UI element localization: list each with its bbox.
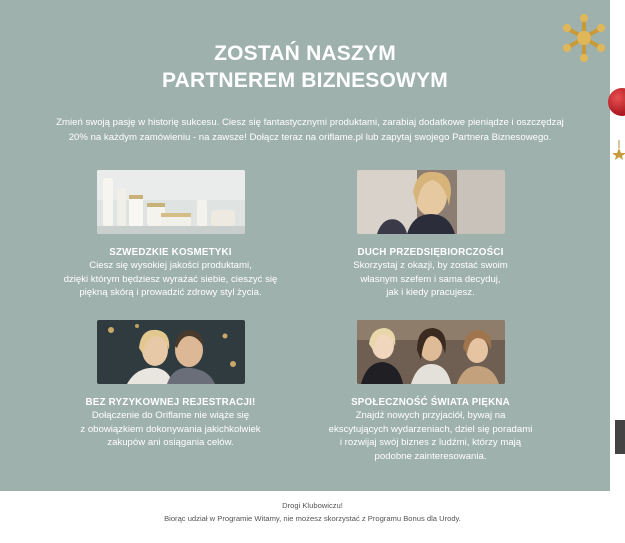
feature-no-risk-registration — [48, 320, 293, 450]
couple-image — [97, 320, 245, 384]
page-title — [0, 40, 610, 94]
friends-group-image — [357, 320, 505, 384]
snowflake-icon — [556, 10, 612, 66]
feature-line: własnym szefem i sama decyduj, — [360, 273, 501, 285]
feature-title: BEZ RYZYKOWNEJ REJESTRACJI! — [85, 397, 256, 408]
intro-text — [20, 115, 600, 145]
feature-line: Znajdź nowych przyjaciół, bywaj na — [355, 410, 506, 421]
feature-line: dzięki którym będziesz wyrażać siebie, cieszyć się — [63, 273, 278, 285]
feature-description — [308, 409, 553, 463]
feature-title: SPOŁECZNOŚĆ ŚWIATA PIĘKNA — [351, 397, 510, 408]
feature-entrepreneurship — [308, 170, 553, 300]
feature-line: Dołączenie do Oriflame nie wiąże się — [91, 410, 250, 421]
footer-note — [0, 491, 625, 543]
feature-line: Ciesz się wysokiej jakości produktami, — [89, 260, 252, 271]
businesswoman-image — [357, 170, 505, 234]
feature-line: jak i kiedy pracujesz. — [386, 287, 475, 298]
feature-title: SZWEDZKIE KOSMETYKI — [109, 247, 232, 258]
footer-disclaimer: Biorąc udział w Programie Witamy, nie możesz skorzystać z Programu Bonus dla Urody. — [164, 514, 461, 523]
feature-description — [48, 259, 293, 300]
feature-title: DUCH PRZEDSIĘBIORCZOŚCI — [357, 247, 504, 258]
feature-swedish-cosmetics — [48, 170, 293, 300]
cosmetics-products-image — [97, 170, 245, 234]
feature-line: podobne zainteresowania. — [374, 450, 487, 462]
footer-greeting: Drogi Klubowiczu! — [282, 501, 343, 510]
feature-beauty-community — [308, 320, 553, 463]
title-line-2: PARTNEREM BIZNESOWYM — [162, 69, 448, 92]
feature-line: Skorzystaj z okazji, by zostać swoim — [353, 260, 508, 271]
edge-bar — [615, 420, 625, 454]
feature-line: zakupów ani osiągania celów. — [107, 437, 234, 448]
feature-line: ekscytujących wydarzeniach, dziel się poradami — [328, 423, 533, 435]
intro-line-2: 20% na każdym zamówieniu - na zawsze! Dołącz teraz na oriflame.pl lub zapytaj swojego Partnera Biznesowego. — [68, 132, 552, 143]
hanging-star-icon — [612, 140, 625, 160]
feature-line: piękną skórą i prowadzić zdrowy styl życia. — [79, 287, 262, 298]
intro-line-1: Zmień swoją pasję w historię sukcesu. Ciesz się fantastycznymi produktami, zarabiaj dodatkowe pieniądze i oszczędzaj — [56, 117, 564, 128]
feature-description — [308, 259, 553, 300]
feature-description — [48, 409, 293, 450]
feature-line: z obowiązkiem dokonywania jakichkolwiek — [80, 423, 261, 435]
feature-line: i rozwijaj swój biznes z ludźmi, którzy mają — [339, 437, 522, 448]
page-edge-strip — [610, 0, 625, 491]
title-line-1: ZOSTAŃ NASZYM — [214, 42, 396, 65]
